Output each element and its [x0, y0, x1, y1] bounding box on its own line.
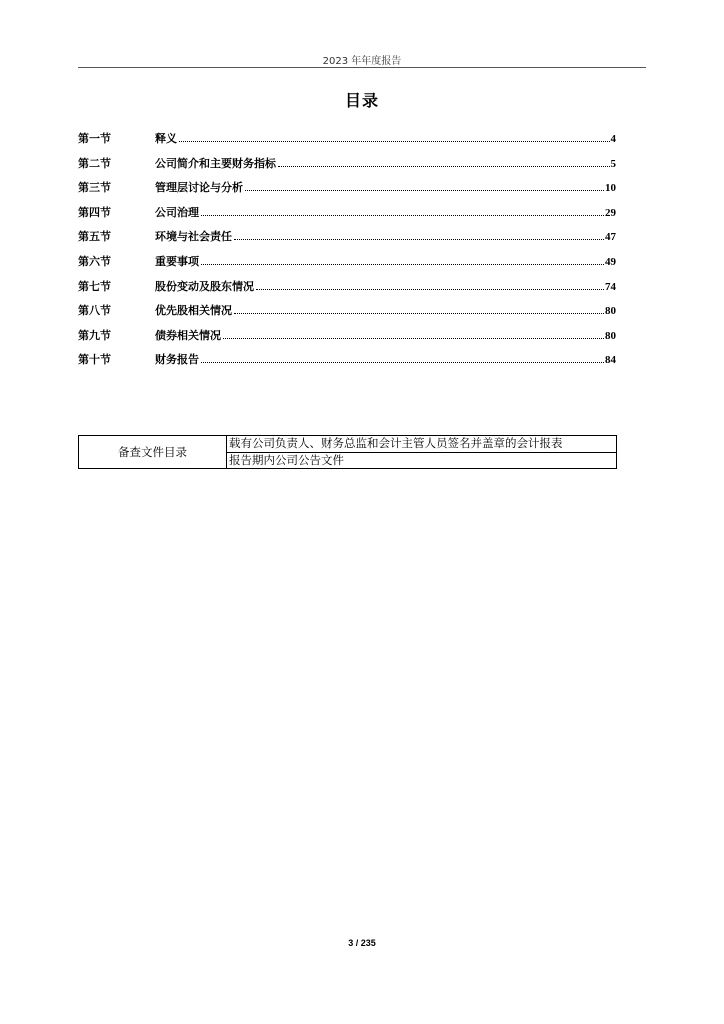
toc-section-number: 第四节: [78, 205, 111, 219]
toc-dot-leader: [201, 264, 604, 265]
toc-section-number: 第九节: [78, 328, 111, 342]
toc-entry-title: 财务报告: [155, 353, 199, 367]
toc-page-number: 10: [605, 182, 616, 195]
toc-section-number: 第十节: [78, 353, 111, 367]
reference-documents-table: [78, 435, 617, 469]
toc-page-number: 84: [605, 354, 616, 367]
toc-entry[interactable]: [78, 228, 616, 253]
toc-entry-title: 公司简介和主要财务指标: [155, 156, 276, 170]
toc-dot-leader: [234, 239, 604, 240]
toc-entry[interactable]: [78, 155, 616, 180]
header-divider: [78, 67, 646, 68]
toc-dot-leader: [201, 362, 604, 363]
toc-page-number: 4: [610, 133, 616, 145]
toc-dot-leader: [278, 166, 610, 167]
page-header: 2023 年年度报告: [322, 56, 402, 67]
toc-section-number: 第一节: [78, 132, 111, 145]
toc-entry[interactable]: [78, 130, 616, 155]
toc-page-number: 29: [605, 206, 616, 219]
toc-page-number: 5: [610, 157, 616, 170]
toc-page-number: 80: [605, 329, 616, 342]
toc-entry-title: 管理层讨论与分析: [155, 181, 243, 195]
toc-entry[interactable]: [78, 179, 616, 204]
reference-documents-label: 备查文件目录: [79, 436, 227, 469]
toc-dot-leader: [223, 338, 604, 339]
table-row: [79, 436, 617, 453]
reference-document-item: 载有公司负责人、财务总监和会计主管人员签名并盖章的会计报表: [227, 436, 617, 453]
toc-dot-leader: [245, 190, 604, 191]
toc-title: 目录: [344, 91, 379, 110]
toc-dot-leader: [256, 289, 604, 290]
toc-entry-title: 债券相关情况: [155, 328, 221, 342]
page-number: 3 / 235: [348, 938, 376, 948]
toc-page-number: 49: [605, 255, 616, 268]
toc-entry[interactable]: [78, 204, 616, 229]
toc-entry-title: 股份变动及股东情况: [155, 279, 254, 293]
table-of-contents: [78, 130, 616, 376]
toc-section-number: 第六节: [78, 254, 111, 268]
toc-page-number: 47: [605, 231, 616, 244]
toc-page-number: 80: [605, 305, 616, 318]
toc-entry-title: 环境与社会责任: [155, 230, 232, 244]
toc-dot-leader: [179, 141, 610, 142]
toc-entry[interactable]: [78, 302, 616, 327]
toc-section-number: 第三节: [78, 181, 111, 195]
toc-entry-title: 释义: [155, 132, 177, 145]
toc-section-number: 第五节: [78, 230, 111, 244]
toc-section-number: 第八节: [78, 304, 111, 318]
toc-dot-leader: [234, 313, 604, 314]
toc-dot-leader: [201, 215, 604, 216]
toc-entry[interactable]: [78, 253, 616, 278]
toc-section-number: 第七节: [78, 279, 111, 293]
toc-entry-title: 公司治理: [155, 205, 199, 219]
toc-entry-title: 优先股相关情况: [155, 304, 232, 318]
toc-page-number: 74: [605, 280, 616, 293]
toc-entry[interactable]: [78, 351, 616, 376]
toc-entry[interactable]: [78, 278, 616, 303]
toc-section-number: 第二节: [78, 156, 111, 170]
toc-entry[interactable]: [78, 327, 616, 352]
toc-entry-title: 重要事项: [155, 254, 199, 268]
reference-document-item: 报告期内公司公告文件: [227, 452, 617, 469]
